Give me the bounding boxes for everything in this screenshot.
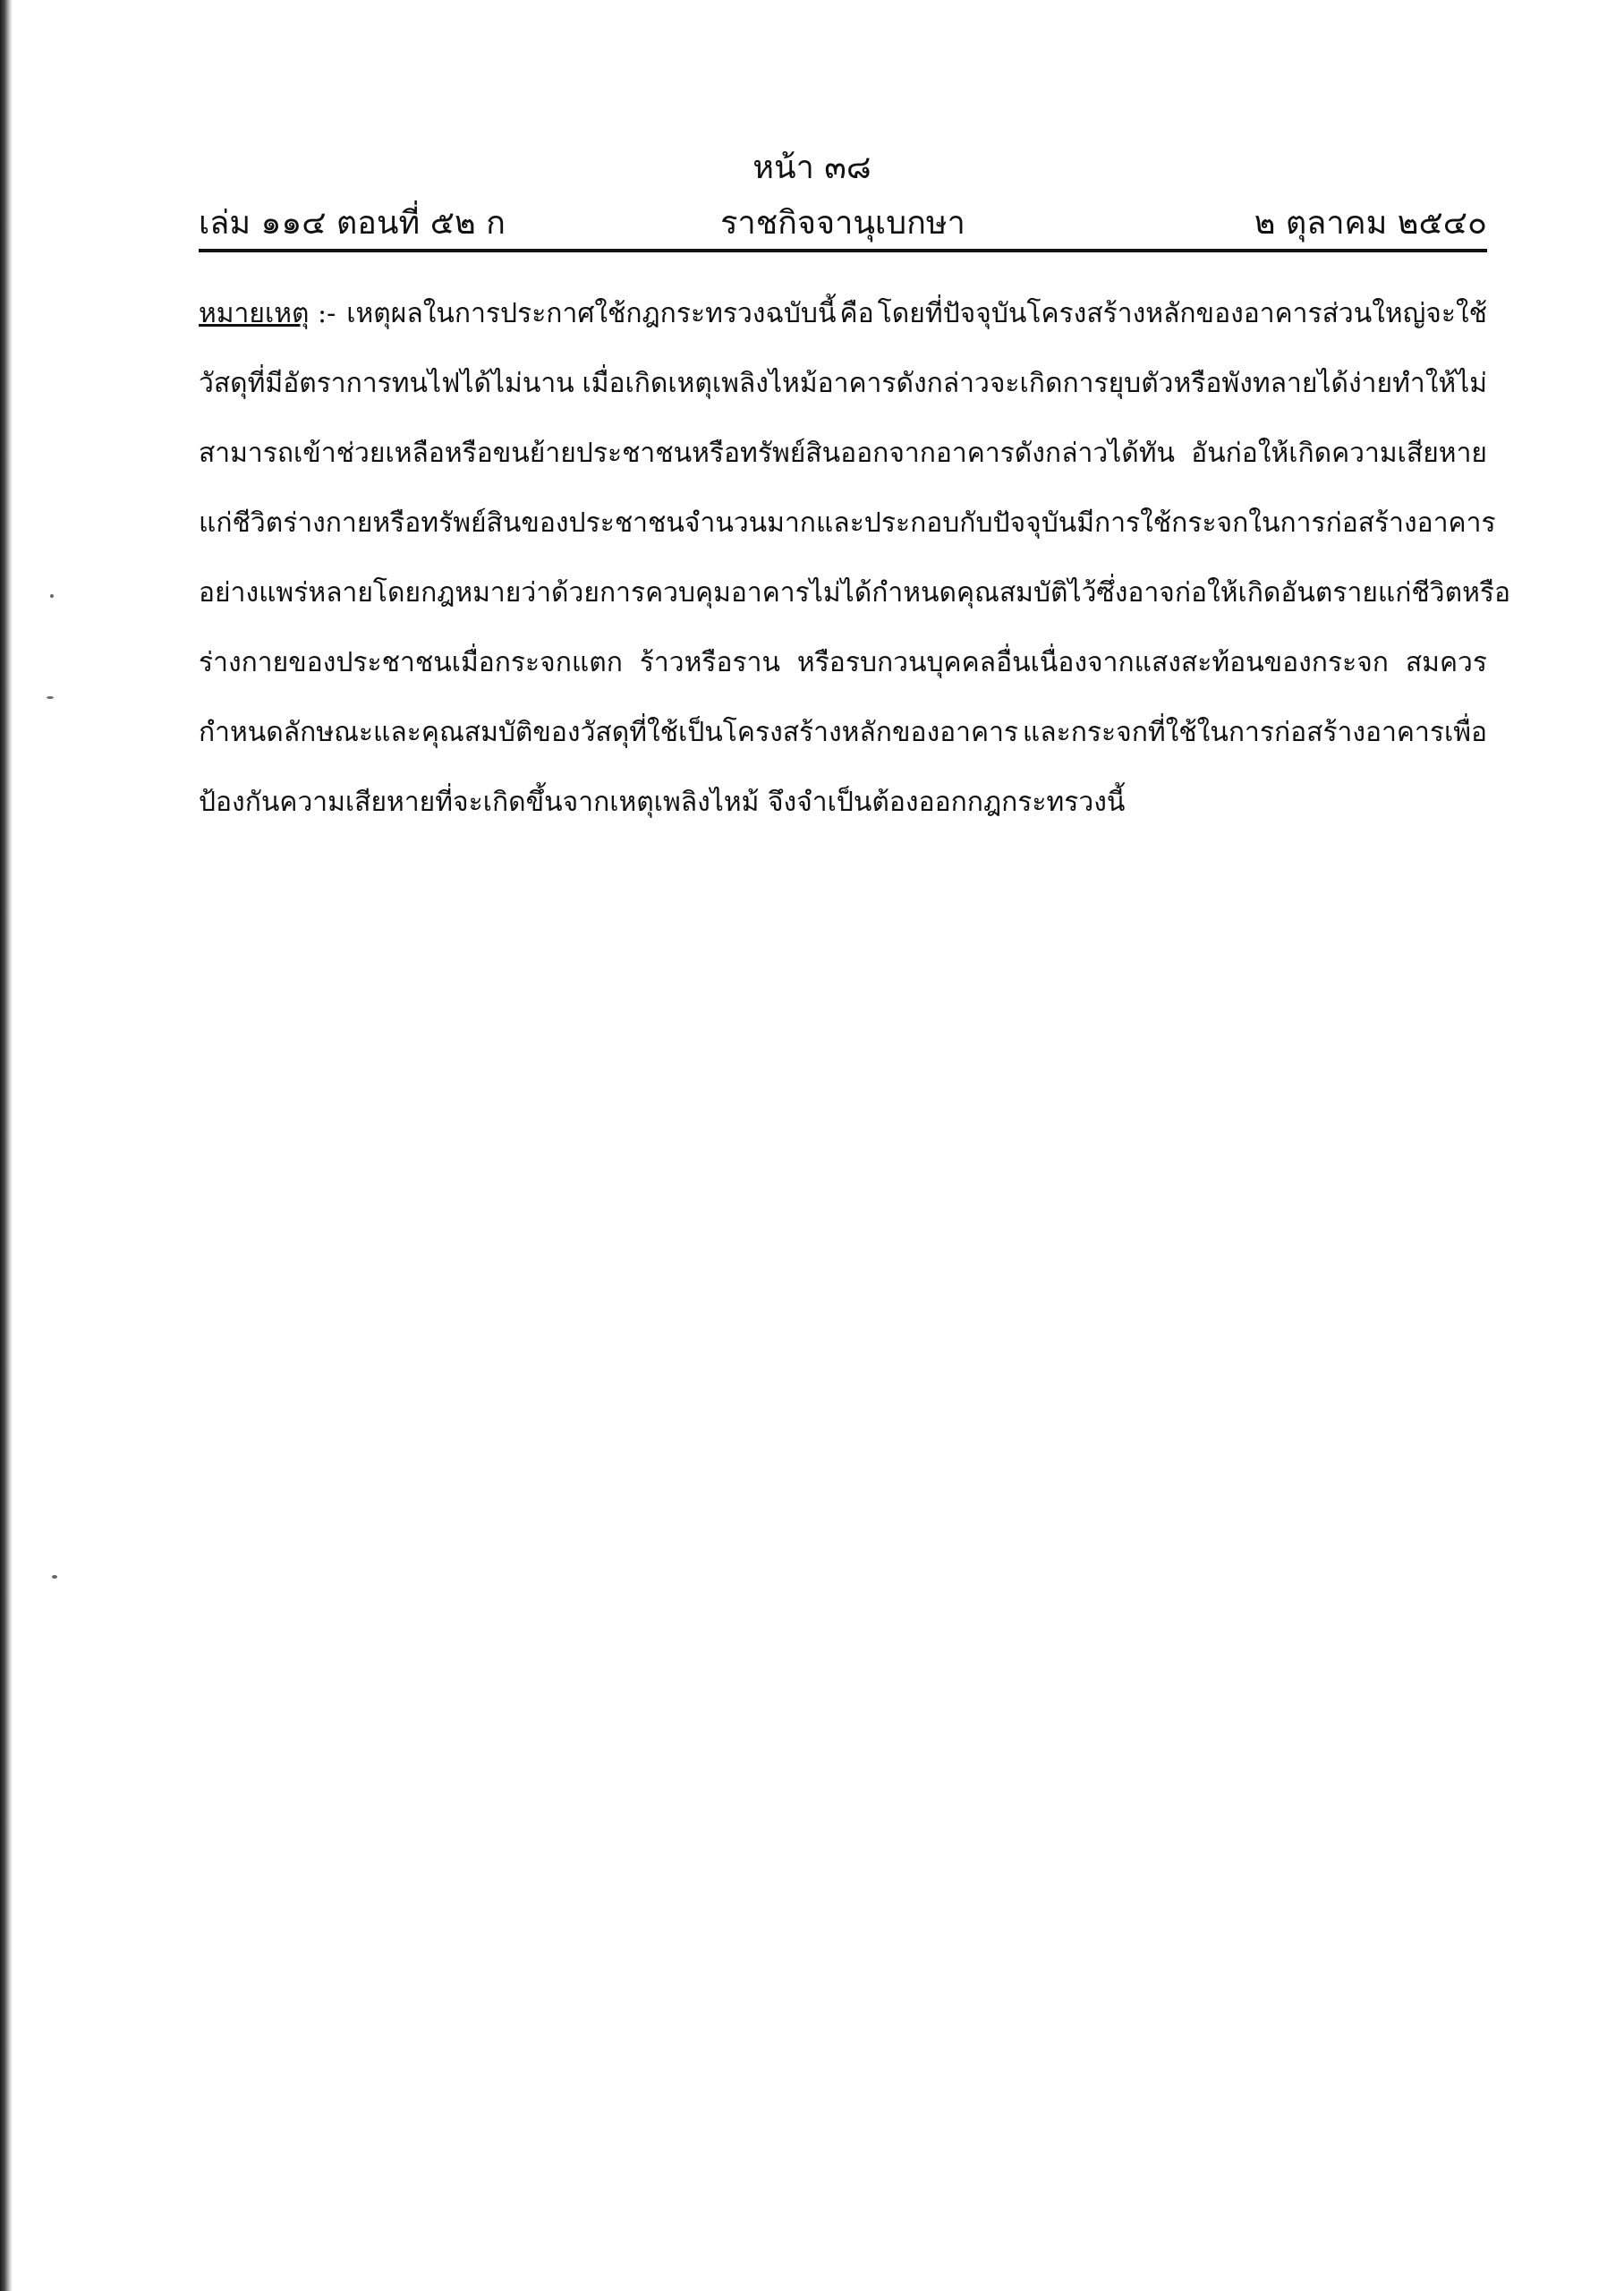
note-line bbox=[199, 575, 1511, 644]
gazette-header bbox=[199, 197, 1487, 243]
note-line-text bbox=[199, 365, 1487, 435]
note-word: หรือทรัพย์สินของประชาชนจำนวนมาก bbox=[372, 507, 816, 539]
note-line-text bbox=[346, 295, 1487, 365]
note-word: และกระจกที่ใช้ในการก่อสร้างอาคารเพื่อ bbox=[1022, 717, 1487, 748]
note-word: หรือรบกวนบุคคลอื่นเนื่องจากแสงสะท้อนของกระจก bbox=[796, 647, 1389, 678]
note-line bbox=[199, 644, 1487, 714]
note-word: ร่างกาย bbox=[283, 507, 373, 539]
scan-edge-shadow bbox=[0, 0, 13, 2291]
note-line bbox=[199, 295, 1487, 365]
note-line bbox=[199, 435, 1487, 505]
note-word: เหตุผลในการประกาศใช้กฎกระทรวงฉบับนี้ bbox=[346, 298, 837, 329]
note-word: แก่ชีวิต bbox=[199, 507, 284, 539]
note-line-text bbox=[199, 714, 1487, 784]
note-word: วัสดุที่มีอัตราการทนไฟได้ไม่นาน bbox=[199, 368, 574, 399]
note-word: กำหนดลักษณะและคุณสมบัติของวัสดุที่ใช้เป็นโครงสร้างหลักของอาคาร bbox=[199, 717, 1019, 748]
header-divider bbox=[199, 249, 1487, 252]
note-word: ซึ่งอาจก่อให้เกิดอันตรายแก่ชีวิตหรือ bbox=[1096, 577, 1511, 609]
note-word: สมควร bbox=[1405, 647, 1487, 678]
note-label: หมายเหตุ bbox=[199, 298, 310, 329]
note-word: เมื่อเกิดเหตุเพลิงไหม้อาคารดังกล่าวจะเกิดการยุบตัวหรือพังทลายได้ง่ายทำให้ไม่ bbox=[582, 368, 1487, 399]
scan-speck bbox=[52, 1575, 57, 1579]
note-word: อันก่อให้เกิดความเสียหาย bbox=[1191, 438, 1487, 469]
note-line-text bbox=[199, 505, 1496, 575]
note-word: ร้าวหรือราน bbox=[639, 647, 780, 678]
explanatory-note bbox=[199, 295, 1511, 854]
note-separator: :- bbox=[309, 298, 336, 329]
note-line-start bbox=[199, 295, 336, 365]
note-word: คือ bbox=[839, 298, 874, 329]
note-line-text bbox=[199, 435, 1487, 505]
page-number: หน้า ๓๘ bbox=[752, 149, 872, 186]
publication-date: ๒ ตุลาคม ๒๕๔๐ bbox=[1254, 205, 1487, 242]
scan-speck bbox=[47, 696, 54, 699]
publication-name: ราชกิจจานุเบกษา bbox=[720, 205, 965, 242]
note-line-text: ป้องกันความเสียหายที่จะเกิดขึ้นจากเหตุเพลิงไหม้ จึงจำเป็นต้องออกกฎกระทรวงนี้ bbox=[199, 787, 1126, 818]
note-word: สามารถเข้าช่วยเหลือหรือขนย้ายประชาชนหรือทรัพย์สินออกจากอาคารดังกล่าวได้ทัน bbox=[199, 438, 1176, 469]
scan-speck bbox=[50, 594, 54, 598]
note-line-text bbox=[199, 575, 1510, 644]
note-line bbox=[199, 714, 1487, 784]
note-word: ร่างกายของประชาชนเมื่อกระจกแตก bbox=[199, 647, 623, 678]
note-line-text bbox=[199, 644, 1487, 714]
note-line bbox=[199, 365, 1487, 435]
note-word: อย่างแพร่หลายโดยกฎหมายว่าด้วยการควบคุมอาคารไม่ได้กำหนดคุณสมบัติไว้ bbox=[199, 577, 1097, 609]
note-word: และประกอบกับปัจจุบันมีการใช้กระจกในการก่อสร้างอาคาร bbox=[815, 507, 1496, 539]
note-line bbox=[199, 784, 1487, 854]
volume-issue: เล่ม ๑๑๔ ตอนที่ ๕๒ ก bbox=[199, 205, 506, 242]
note-word: โดยที่ปัจจุบันโครงสร้างหลักของอาคารส่วนใหญ่จะใช้ bbox=[877, 298, 1487, 329]
note-line bbox=[199, 505, 1496, 575]
